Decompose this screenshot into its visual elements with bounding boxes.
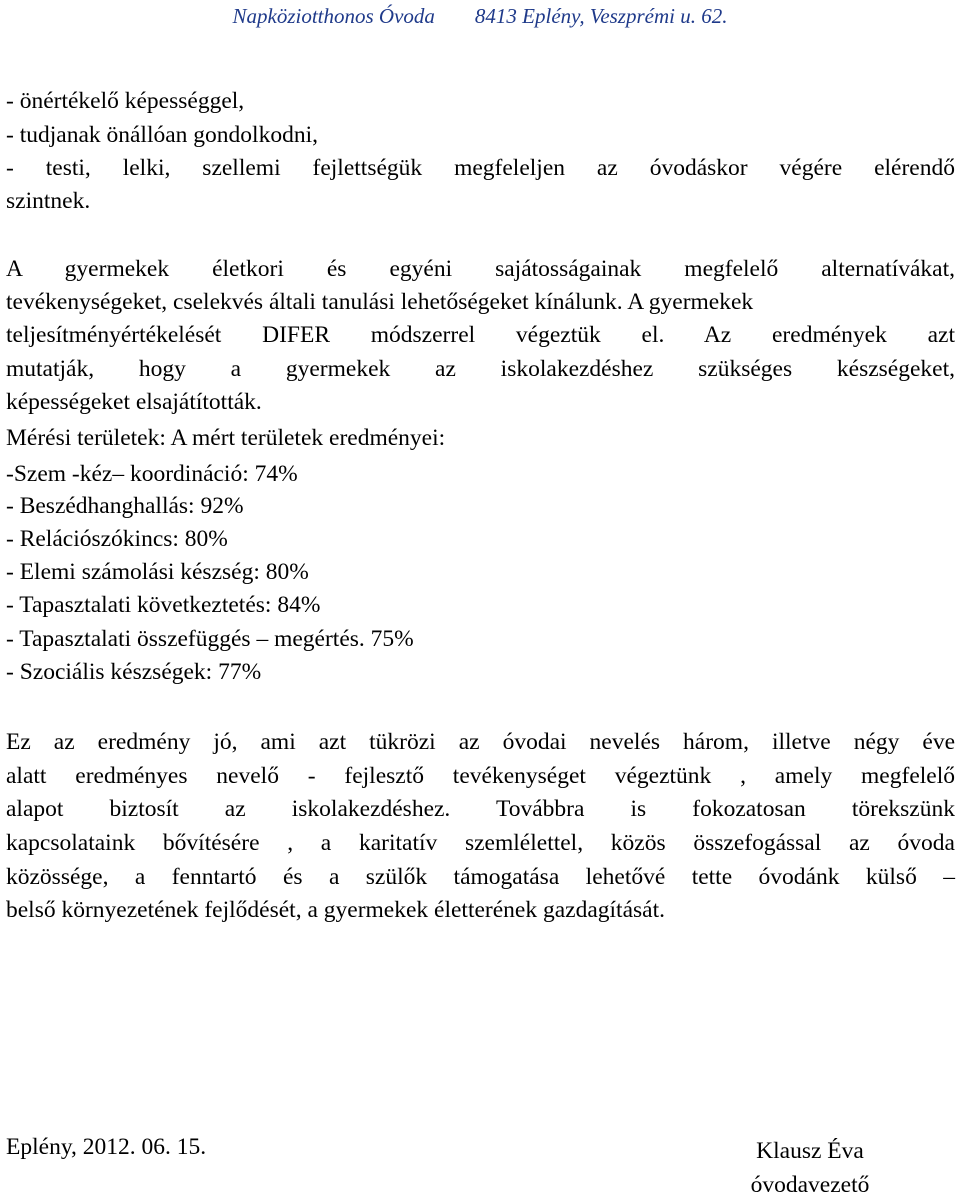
list-item: - tudjanak önállóan gondolkodni,: [6, 122, 318, 148]
paragraph-line: közössége, a fenntartó és a szülők támogatása lehetővé tette óvodánk külső –: [6, 864, 955, 890]
list-item: - önértékelő képességgel,: [6, 88, 245, 114]
paragraph-line: belső környezetének fejlődését, a gyermekek életterének gazdagítását.: [6, 897, 665, 923]
header-address: 8413 Eplény, Veszprémi u. 62.: [474, 4, 728, 28]
signature-block: [730, 1134, 890, 1202]
results-heading: Mérési területek: A mért területek eredményei:: [6, 425, 446, 451]
header-org: Napköziotthonos Óvoda: [232, 4, 435, 28]
result-item: -Szem -kéz– koordináció: 74%: [6, 461, 298, 487]
result-item: - Tapasztalati következtetés: 84%: [6, 592, 321, 618]
paragraph-line: A gyermekek életkori és egyéni sajátosságainak megfelelő alternatívákat,: [6, 256, 955, 282]
paragraph-line: alapot biztosít az iskolakezdéshez. Továbbra is fokozatosan törekszünk: [6, 796, 955, 822]
paragraph-line: teljesítményértékelését DIFER módszerrel végeztük el. Az eredmények azt: [6, 322, 955, 348]
signer-name: Klausz Éva: [756, 1138, 864, 1164]
page-header: [0, 4, 960, 29]
result-item: - Szociális készségek: 77%: [6, 659, 262, 685]
paragraph-line: kapcsolataink bővítésére , a karitatív szemlélettel, közös összefogással az óvoda: [6, 830, 955, 856]
result-item: - Relációszókincs: 80%: [6, 526, 228, 552]
paragraph-line: mutatják, hogy a gyermekek az iskolakezdéshez szükséges készségeket,: [6, 356, 955, 382]
paragraph-line: alatt eredményes nevelő - fejlesztő tevékenységet végeztünk , amely megfelelő: [6, 763, 955, 789]
result-item: - Tapasztalati összefüggés – megértés. 75%: [6, 626, 414, 652]
place-date: Eplény, 2012. 06. 15.: [6, 1134, 207, 1160]
result-item: - Beszédhanghallás: 92%: [6, 493, 244, 519]
result-item: - Elemi számolási készség: 80%: [6, 559, 309, 585]
paragraph-line: Ez az eredmény jó, ami azt tükrözi az óvodai nevelés három, illetve négy éve: [6, 729, 955, 755]
paragraph-line: tevékenységeket, cselekvés általi tanulási lehetőségeket kínálunk. A gyermekek: [6, 289, 754, 315]
list-item: szintnek.: [6, 188, 91, 214]
signer-title: óvodavezető: [750, 1172, 870, 1198]
list-item: - testi, lelki, szellemi fejlettségük megfeleljen az óvodáskor végére elérendő: [6, 155, 955, 181]
paragraph-line: képességeket elsajátították.: [6, 389, 262, 415]
